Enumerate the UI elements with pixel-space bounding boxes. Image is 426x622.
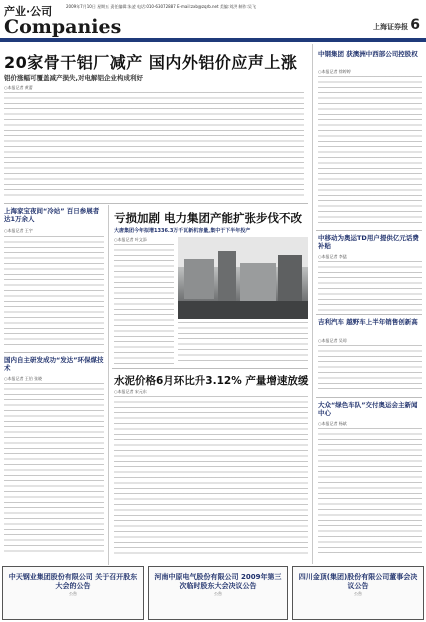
power-byline: ○本报记者 叶文添 <box>114 237 147 242</box>
factory-illustration <box>178 237 308 319</box>
left-story1-body <box>4 236 104 348</box>
ad-title: 河南中原电气股份有限公司 2009年第三次临时股东大会决议公告 <box>154 573 282 590</box>
lead-subhead: 铝价涨幅可覆盖减产损失,对电解铝企业构成利好 <box>4 74 143 82</box>
right1-body <box>318 76 422 226</box>
power-headline: 亏损加剧 电力集团产能扩张步伐不改 <box>114 211 303 225</box>
header-rule <box>0 38 426 42</box>
cement-headline: 水泥价格6月环比升3.12% 产量增速放缓 <box>114 375 309 387</box>
left-story2-byline: ○本报记者 王伯 张晓 <box>4 376 43 381</box>
right4-body <box>318 428 422 556</box>
right2-headline: 中移动为奥运TD用户提供亿元话费补贴 <box>318 234 419 250</box>
ad-sub: 公告 <box>214 591 222 596</box>
page-number: 6 <box>410 17 420 33</box>
lead-byline: ○本报记者 黄蕾 <box>4 85 33 90</box>
header-meta: 2009年7月10日 星期五 责任编辑:朱凌 电话:010-63072887 E-mail:zxb@zqrb.net 美编:刘洪 制作:吴飞 <box>66 4 256 9</box>
power-plant-photo <box>178 237 308 319</box>
section-name-en: Companies <box>4 16 122 38</box>
ad-sub: 公告 <box>69 591 77 596</box>
lead-headline: 20家骨干铝厂减产 国内外铝价应声上涨 <box>4 53 298 72</box>
ad-sub: 公告 <box>354 591 362 596</box>
right1-byline: ○本报记者 徐婷婷 <box>318 69 351 74</box>
section-rule <box>316 230 422 231</box>
ad-block <box>2 566 144 620</box>
right1-headline: 中钢集团 获澳洲中西部公司控股权 <box>318 50 418 58</box>
section-rule <box>4 203 308 204</box>
right3-byline: ○本报记者 吴琼 <box>318 338 347 343</box>
column-divider <box>312 44 313 564</box>
section-rule <box>316 397 422 398</box>
right4-byline: ○本报记者 杨斌 <box>318 421 347 426</box>
right2-body <box>318 261 422 311</box>
section-rule <box>4 352 104 353</box>
left-story1-byline: ○本报记者 王宇 <box>4 228 33 233</box>
column-divider <box>108 205 109 565</box>
right3-body <box>318 345 422 393</box>
power-body-col1 <box>114 244 174 364</box>
paper-name: 上海证券报 <box>373 23 408 31</box>
section-rule <box>316 314 422 315</box>
left-story2-body <box>4 383 104 553</box>
power-subhead: 大唐集团今年拟增1336.3万千瓦新机容量,集中于下半年投产 <box>114 228 251 234</box>
right3-headline: 吉利汽车 越野车上半年销售创新高 <box>318 318 418 326</box>
section-name: 产业·公司 <box>4 5 53 18</box>
ad-block <box>148 566 288 620</box>
left-story1-headline: 上海家宝夜间“冷站” 百日参展者达1万余人 <box>4 207 100 223</box>
cement-body <box>114 396 308 556</box>
ad-block <box>292 566 424 620</box>
left-story2-headline: 国内自主研发成功“发达”环保煤技术 <box>4 356 104 372</box>
ad-title: 四川金顶(集团)股份有限公司董事会决议公告 <box>298 573 418 590</box>
lead-body <box>4 92 304 200</box>
cement-byline: ○本报记者 宋元东 <box>114 389 147 394</box>
power-body-text <box>114 244 174 287</box>
section-rule <box>112 368 308 369</box>
power-body-col2 <box>178 322 308 364</box>
right4-headline: 大众“绿色车队”交付奥运会主新闻中心 <box>318 401 418 417</box>
right2-byline: ○本报记者 李猛 <box>318 254 347 259</box>
ad-title: 中天钢业集团股份有限公司 关于召开股东大会的公告 <box>8 573 138 590</box>
